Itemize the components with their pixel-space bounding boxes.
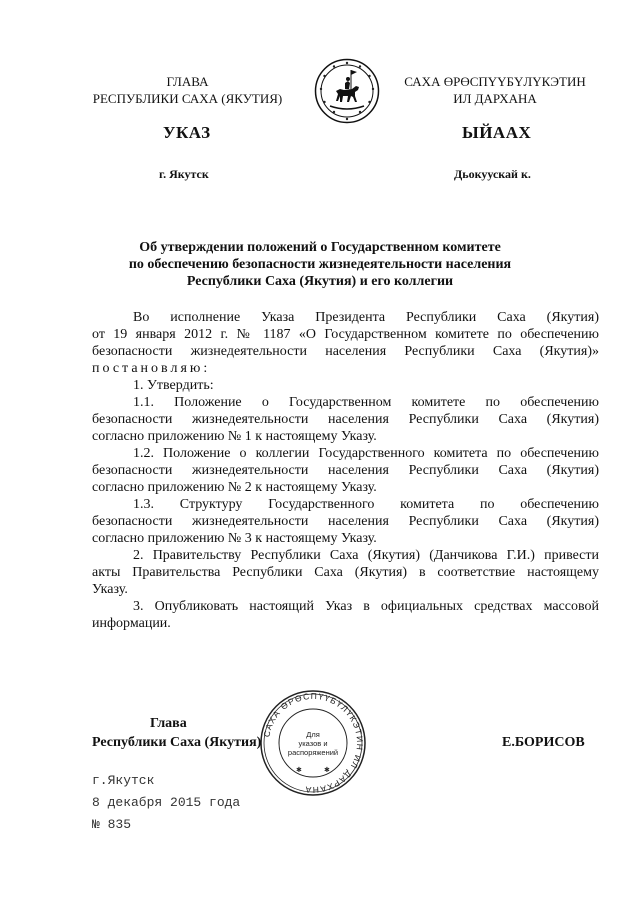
stamp-star-icon: ✱ [296, 766, 302, 774]
header-left-line1: ГЛАВА [166, 74, 209, 89]
decree-title [80, 239, 560, 290]
city-sakha: Дьокуускай к. [454, 167, 531, 181]
stamp-inner-line2: указов и [298, 739, 328, 748]
body-line: 1. Утвердить: [133, 378, 214, 393]
body-line: 1.2. Положение о коллегии Государственного комитета по обеспечению [133, 446, 599, 461]
body-line: безопасности жизнедеятельности населения Республики Саха (Якутия) [92, 463, 599, 478]
title-line: Об утверждении положений о Государственном комитете [139, 240, 501, 255]
body-line: 1.3. Структуру Государственного комитета по обеспечению [133, 497, 599, 512]
body-line: 2. Правительству Республики Саха (Якутия) (Данчикова Г.И.) привести [133, 548, 599, 563]
body-line: безопасности жизнедеятельности населения Республики Саха (Якутия) [92, 514, 599, 529]
header-right-line1: САХА ӨРӨСПҮҮБҮЛҮКЭТИН [404, 74, 586, 89]
footer-number: № 835 [92, 817, 132, 832]
body-line: 1.1. Положение о Государственном комитете по обеспечению [133, 395, 599, 410]
body-line: согласно приложению № 2 к настоящему Указу. [92, 480, 377, 495]
body-line: Указу. [92, 582, 128, 597]
body-line: безопасности жизнедеятельности населения Республики Саха (Якутия) [92, 412, 599, 427]
header-left [80, 73, 295, 107]
footer-place: г.Якутск [92, 773, 155, 788]
stamp-star-icon: ✱ [324, 766, 330, 774]
header-right [385, 73, 605, 107]
footer-date: 8 декабря 2015 года [92, 795, 241, 810]
doc-type-ru: УКАЗ [163, 123, 211, 142]
body-line: 3. Опубликовать настоящий Указ в официальных средствах массовой [133, 599, 599, 614]
title-line: Республики Саха (Якутия) и его коллегии [186, 274, 454, 289]
signature-title-line1: Глава [150, 716, 187, 731]
stamp-inner-line1: Для [306, 730, 320, 739]
body-line: информации. [92, 616, 171, 631]
doc-type-sakha: ЫЙААХ [462, 123, 532, 142]
title-line: по обеспечению безопасности жизнедеятельности населения [128, 257, 512, 272]
body-line: согласно приложению № 3 к настоящему Указу. [92, 531, 377, 546]
stamp-inner-line3: распоряжений [287, 748, 339, 757]
body-line: от 19 января 2012 г. № 1187 «О Государственном комитете по обеспечению [92, 327, 599, 342]
signature-name: Е.БОРИСОВ [502, 735, 585, 750]
signature-title-line2: Республики Саха (Якутия) [92, 735, 262, 750]
stamp-outer-text: САХА ӨРӨСПҮҮБҮЛҮКЭТИН ИЛ ДАРХАНА [261, 690, 366, 796]
coat-of-arms-icon [314, 58, 380, 124]
header-right-line2: ИЛ ДАРХАНА [453, 91, 537, 106]
body-line: Во исполнение Указа Президента Республики Саха (Якутия) [133, 310, 599, 325]
header-left-line2: РЕСПУБЛИКИ САХА (ЯКУТИЯ) [92, 91, 283, 106]
official-stamp [258, 688, 368, 798]
body-line: безопасности жизнедеятельности населения Республики Саха (Якутия)» [92, 344, 599, 359]
decree-body [92, 309, 599, 632]
city-ru: г. Якутск [159, 167, 209, 181]
decree-word: постановляю: [92, 361, 211, 376]
body-line: согласно приложению № 1 к настоящему Указу. [92, 429, 377, 444]
body-line: акты Правительства Республики Саха (Якутия) в соответствие настоящему [92, 565, 599, 580]
